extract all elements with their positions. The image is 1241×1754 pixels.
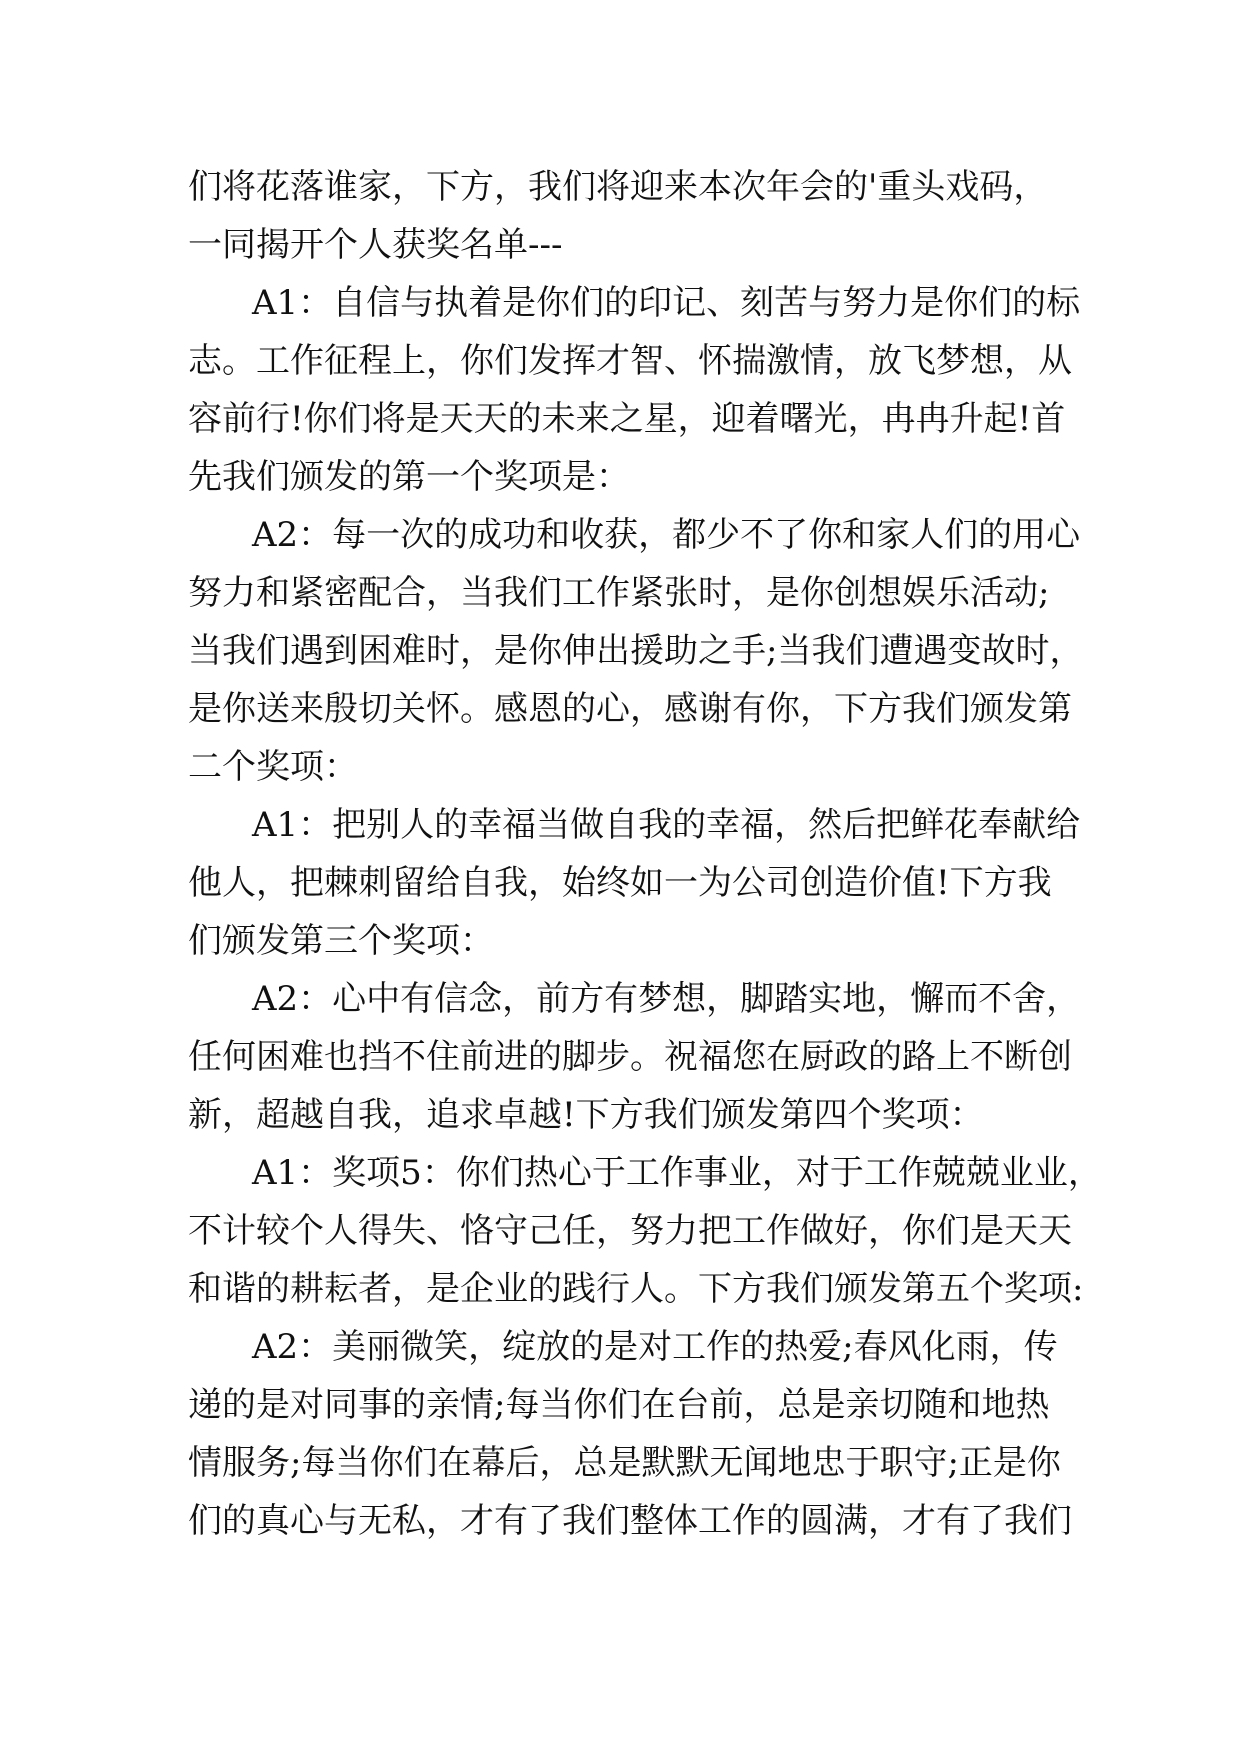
text-line: 任何困难也挡不住前进的脚步。祝福您在厨政的路上不断创 xyxy=(188,1037,1072,1077)
text-line: 递的是对同事的亲情;每当你们在台前，总是亲切随和地热 xyxy=(188,1385,1050,1425)
paragraph-start-line: A2：美丽微笑，绽放的是对工作的热爱;春风化雨，传 xyxy=(252,1327,1058,1367)
text-line: 他人，把棘刺留给自我，始终如一为公司创造价值!下方我 xyxy=(188,863,1052,903)
document-body xyxy=(188,158,1102,1550)
paragraph-start-line: A1：奖项5：你们热心于工作事业，对于工作兢兢业业， xyxy=(252,1153,1102,1193)
text-line: 情服务;每当你们在幕后，总是默默无闻地忠于职守;正是你 xyxy=(188,1443,1061,1483)
text-line: 努力和紧密配合，当我们工作紧张时，是你创想娱乐活动; xyxy=(188,573,1050,613)
paragraph-start-line: A2：心中有信念，前方有梦想，脚踏实地，懈而不舍， xyxy=(252,979,1081,1019)
paragraph-start-line: A1：自信与执着是你们的印记、刻苦与努力是你们的标 xyxy=(252,283,1081,323)
text-line: 们颁发第三个奖项： xyxy=(188,921,494,961)
text-line: 一同揭开个人获奖名单--- xyxy=(188,225,563,265)
text-line: 容前行!你们将是天天的未来之星，迎着曙光，冉冉升起!首 xyxy=(188,399,1066,439)
text-line: 新，超越自我，追求卓越!下方我们颁发第四个奖项： xyxy=(188,1095,984,1135)
text-line: 二个奖项： xyxy=(188,747,358,787)
text-line: 是你送来殷切关怀。感恩的心，感谢有你，下方我们颁发第 xyxy=(188,689,1072,729)
text-line: 先我们颁发的第一个奖项是： xyxy=(188,457,630,497)
text-line: 和谐的耕耘者，是企业的践行人。下方我们颁发第五个奖项: xyxy=(188,1269,1084,1309)
paragraph-start-line: A2：每一次的成功和收获，都少不了你和家人们的用心 xyxy=(252,515,1081,555)
text-line: 们将花落谁家，下方，我们将迎来本次年会的'重头戏码， xyxy=(188,167,1048,207)
text-line: 志。工作征程上，你们发挥才智、怀揣激情，放飞梦想，从 xyxy=(188,341,1072,381)
text-line: 当我们遇到困难时，是你伸出援助之手;当我们遭遇变故时， xyxy=(188,631,1084,671)
text-line: 们的真心与无私，才有了我们整体工作的圆满，才有了我们 xyxy=(188,1501,1072,1541)
text-line: 不计较个人得失、恪守己任，努力把工作做好，你们是天天 xyxy=(188,1211,1072,1251)
paragraph-start-line: A1：把别人的幸福当做自我的幸福，然后把鲜花奉献给 xyxy=(252,805,1081,845)
